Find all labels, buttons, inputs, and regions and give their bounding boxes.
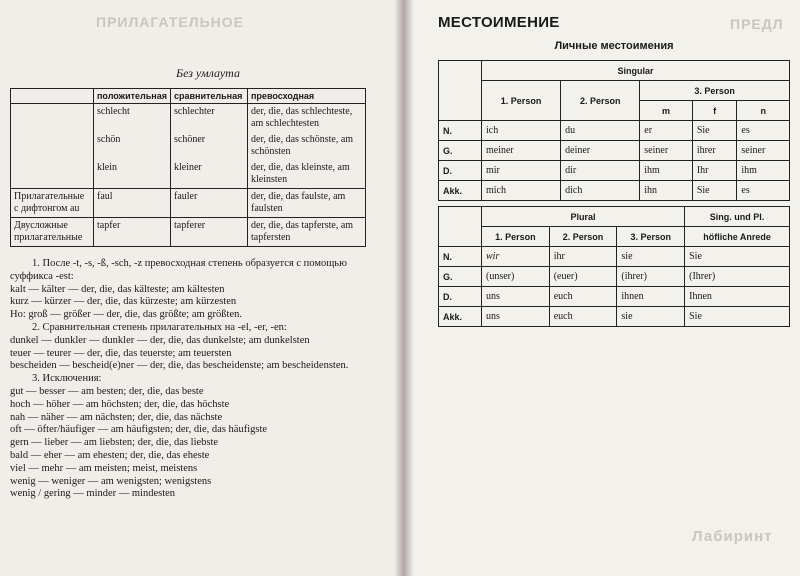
table-row bbox=[439, 141, 790, 161]
pronoun-cell: ihr bbox=[549, 247, 617, 267]
labirint-watermark: Лабиринт bbox=[692, 528, 773, 545]
pronoun-cell: (ihrer) bbox=[617, 267, 685, 287]
header-sing-und-pl: Sing. und Pl. bbox=[685, 207, 790, 227]
page-title: МЕСТОИМЕНИЕ bbox=[438, 14, 560, 31]
header-person-1: 1. Person bbox=[482, 227, 550, 247]
table-row bbox=[11, 104, 366, 133]
page-subtitle: Личные местоимения bbox=[554, 40, 674, 52]
table-header-row bbox=[439, 207, 790, 227]
rule-line: kurz — kürzer — der, die, das kürzeste; am kürzesten bbox=[10, 296, 237, 308]
header-gender-m: m bbox=[640, 101, 693, 121]
header-person-1: 1. Person bbox=[482, 81, 561, 121]
pronoun-cell: uns bbox=[482, 307, 550, 327]
header-person-2: 2. Person bbox=[549, 227, 617, 247]
rule-line: kalt — kälter — der, die, das kälteste; am kältesten bbox=[10, 283, 225, 295]
pronoun-cell: wir bbox=[482, 247, 550, 267]
pronoun-cell: deiner bbox=[561, 141, 640, 161]
pronoun-cell: ihm bbox=[737, 161, 790, 181]
pronoun-cell: mir bbox=[482, 161, 561, 181]
positive-cell: tapfer bbox=[94, 218, 171, 247]
pronoun-cell: ihrer bbox=[692, 141, 737, 161]
header-gender-f: f bbox=[692, 101, 737, 121]
rule-line: hoch — höher — am höchsten; der, die, das höchste bbox=[10, 398, 230, 410]
pronoun-cell: (euer) bbox=[549, 267, 617, 287]
superlative-cell: der, die, das schönste, am schönsten bbox=[248, 132, 366, 160]
header-polite: höfliche Anrede bbox=[685, 227, 790, 247]
rule-line: 1. После -t, -s, -ß, -sch, -z превосходная степень образуется с помощью суффикса -est: bbox=[10, 258, 347, 282]
header-plural: Plural bbox=[482, 207, 685, 227]
pronoun-cell: sie bbox=[617, 247, 685, 267]
header-superlative: превосходная bbox=[248, 89, 366, 104]
pronoun-cell: euch bbox=[549, 287, 617, 307]
table-header-row bbox=[439, 227, 790, 247]
bleed-through-text: ПРЕДЛ bbox=[730, 16, 784, 32]
case-label: Akk. bbox=[439, 307, 482, 327]
case-label: N. bbox=[439, 121, 482, 141]
pronoun-cell: seiner bbox=[737, 141, 790, 161]
case-label: D. bbox=[439, 287, 482, 307]
book-gutter bbox=[394, 0, 414, 576]
header-singular: Singular bbox=[482, 61, 790, 81]
pronoun-cell: dich bbox=[561, 181, 640, 201]
comparative-cell: fauler bbox=[171, 189, 248, 218]
table-row bbox=[439, 267, 790, 287]
case-label: Akk. bbox=[439, 181, 482, 201]
header-person-2: 2. Person bbox=[561, 81, 640, 121]
rule-line: oft — öfter/häufiger — am häufigsten; der, die, das häufigste bbox=[10, 424, 268, 436]
pronoun-cell: Ihr bbox=[692, 161, 737, 181]
header-empty bbox=[439, 61, 482, 121]
pronoun-cell: euch bbox=[549, 307, 617, 327]
header-empty bbox=[439, 207, 482, 247]
pronoun-cell: ich bbox=[482, 121, 561, 141]
comparative-cell: kleiner bbox=[171, 160, 248, 189]
table-row bbox=[11, 189, 366, 218]
case-label: G. bbox=[439, 267, 482, 287]
table-row bbox=[439, 307, 790, 327]
pronoun-cell: er bbox=[640, 121, 693, 141]
table-row bbox=[439, 121, 790, 141]
rule-line: gern — lieber — am liebsten; der, die, das liebste bbox=[10, 437, 219, 449]
rule-line: 2. Сравнительная степень прилагательных на -el, -er, -en: bbox=[32, 321, 287, 333]
row-label: Двусложные прилагательные bbox=[11, 218, 94, 247]
pronoun-cell: du bbox=[561, 121, 640, 141]
header-empty bbox=[11, 89, 94, 104]
comparative-cell: schöner bbox=[171, 132, 248, 160]
pronoun-cell: seiner bbox=[640, 141, 693, 161]
positive-cell: klein bbox=[94, 160, 171, 189]
rule-line: Но: groß — größer — der, die, das größte; am größten. bbox=[10, 309, 242, 321]
bleed-through-text: ПРИЛАГАТЕЛЬНОЕ bbox=[96, 14, 244, 30]
pronoun-cell: Sie bbox=[685, 247, 790, 267]
header-comparative: сравнительная bbox=[171, 89, 248, 104]
positive-cell: faul bbox=[94, 189, 171, 218]
superlative-cell: der, die, das schlechteste, am schlechtesten bbox=[248, 104, 366, 133]
right-page bbox=[404, 0, 800, 576]
rule-line: bescheiden — bescheid(e)ner — der, die, das bescheidenste; am bescheidensten. bbox=[10, 360, 349, 372]
pronoun-cell: (unser) bbox=[482, 267, 550, 287]
table-caption: Без умлаута bbox=[176, 66, 240, 80]
table-row bbox=[439, 287, 790, 307]
superlative-cell: der, die, das tapferste, am tapfersten bbox=[248, 218, 366, 247]
plural-pronoun-table bbox=[438, 206, 790, 327]
pronoun-cell: dir bbox=[561, 161, 640, 181]
table-header-row bbox=[439, 81, 790, 101]
pronoun-cell: ihm bbox=[640, 161, 693, 181]
comparative-cell: tapferer bbox=[171, 218, 248, 247]
pronoun-cell: sie bbox=[617, 307, 685, 327]
pronoun-cell: Sie bbox=[685, 307, 790, 327]
pronoun-cell: uns bbox=[482, 287, 550, 307]
header-person-3: 3. Person bbox=[640, 81, 790, 101]
header-positive: положительная bbox=[94, 89, 171, 104]
pronoun-cell: Ihnen bbox=[685, 287, 790, 307]
table-header-row bbox=[439, 61, 790, 81]
pronoun-cell: meiner bbox=[482, 141, 561, 161]
rule-line: wenig — weniger — am wenigsten; wenigstens bbox=[10, 475, 212, 487]
comparative-cell: schlechter bbox=[171, 104, 248, 133]
positive-cell: schlecht bbox=[94, 104, 171, 133]
case-label: N. bbox=[439, 247, 482, 267]
table-row bbox=[11, 218, 366, 247]
pronoun-cell: ihn bbox=[640, 181, 693, 201]
singular-pronoun-table bbox=[438, 60, 790, 201]
rule-line: teuer — teurer — der, die, das teuerste; am teuersten bbox=[10, 347, 232, 359]
positive-cell: schön bbox=[94, 132, 171, 160]
rule-line: wenig / gering — minder — mindesten bbox=[10, 488, 176, 500]
rule-line: 3. Исключения: bbox=[32, 373, 102, 385]
table-row bbox=[439, 161, 790, 181]
superlative-cell: der, die, das faulste, am faulsten bbox=[248, 189, 366, 218]
pronoun-cell: es bbox=[737, 181, 790, 201]
row-label bbox=[11, 104, 94, 189]
pronoun-cell: Sie bbox=[692, 121, 737, 141]
header-gender-n: n bbox=[737, 101, 790, 121]
table-row bbox=[439, 181, 790, 201]
header-person-3: 3. Person bbox=[617, 227, 685, 247]
adjective-degrees-table bbox=[10, 88, 366, 247]
rule-line: nah — näher — am nächsten; der, die, das nächste bbox=[10, 411, 223, 423]
grammar-rules bbox=[10, 258, 372, 501]
case-label: D. bbox=[439, 161, 482, 181]
rule-line: dunkel — dunkler — dunkler — der, die, das dunkelste; am dunkelsten bbox=[10, 334, 310, 346]
table-row bbox=[439, 247, 790, 267]
row-label: Прилагательные с дифтонгом au bbox=[11, 189, 94, 218]
table-header-row bbox=[11, 89, 366, 104]
case-label: G. bbox=[439, 141, 482, 161]
pronoun-cell: ihnen bbox=[617, 287, 685, 307]
rule-line: viel — mehr — am meisten; meist, meistens bbox=[10, 462, 198, 474]
pronoun-cell: (Ihrer) bbox=[685, 267, 790, 287]
rule-line: bald — eher — am ehesten; der, die, das eheste bbox=[10, 449, 210, 461]
pronoun-cell: es bbox=[737, 121, 790, 141]
superlative-cell: der, die, das kleinste, am kleinsten bbox=[248, 160, 366, 189]
pronoun-cell: mich bbox=[482, 181, 561, 201]
rule-line: gut — besser — am besten; der, die, das beste bbox=[10, 385, 204, 397]
pronoun-cell: Sie bbox=[692, 181, 737, 201]
